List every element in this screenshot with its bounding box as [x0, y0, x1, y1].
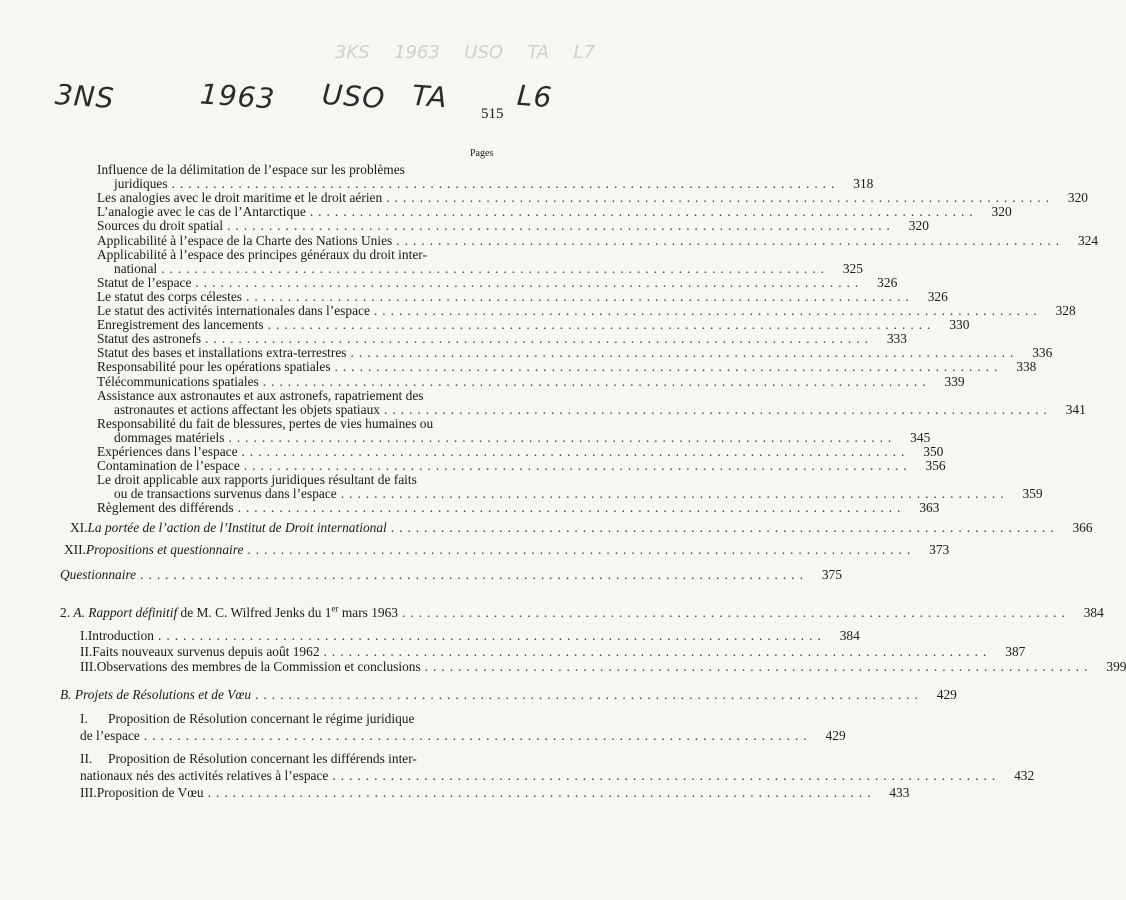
- toc-entry-title: de l’espace: [80, 728, 140, 743]
- toc-page: 338: [1016, 359, 1037, 375]
- toc-page: 359: [1022, 486, 1043, 502]
- toc-entry-title: Règlement des différends: [97, 500, 234, 516]
- toc-page: 318: [853, 176, 874, 192]
- leader-dots: ................................................................................: [262, 373, 931, 389]
- toc-entry-title: Le statut des activités internationales dans l’espace: [97, 303, 370, 318]
- toc-entry-title: nationaux nés des activités relatives à l’espace: [80, 768, 329, 783]
- toc-entry: [97, 444, 944, 459]
- page-number: 515: [481, 106, 504, 122]
- leader-dots: ................................................................................: [228, 429, 897, 445]
- leader-dots: ................................................................................: [255, 687, 923, 702]
- toc-entry-number: II.: [80, 751, 93, 766]
- toc-section-title: Propositions et questionnaire: [85, 542, 244, 557]
- toc-section-number: XI.: [70, 520, 88, 535]
- leader-dots: ................................................................................: [386, 190, 1054, 206]
- toc-entry: [97, 163, 530, 177]
- toc-entry-title: astronautes et actions affectant les objets spatiaux: [114, 401, 380, 417]
- toc-entry: [114, 176, 874, 192]
- toc-report-title: Rapport définitif: [88, 605, 178, 620]
- toc-entry-number: I.: [80, 711, 88, 726]
- leader-dots: ................................................................................: [267, 317, 936, 333]
- leader-dots: ................................................................................: [396, 232, 1065, 248]
- leader-dots: ................................................................................: [195, 274, 864, 290]
- toc-entry-title: Contamination de l’espace: [97, 458, 240, 474]
- toc-entry-title: Applicabilité à l’espace des principes généraux du droit inter-: [97, 246, 427, 262]
- handwriting-faint: [335, 42, 595, 63]
- leader-dots: ................................................................................: [227, 218, 895, 234]
- toc-entry: [97, 248, 530, 262]
- toc-entry-title: Assistance aux astronautes et aux astronefs, rapatriement des: [97, 387, 424, 403]
- leader-dots: ................................................................................: [158, 628, 826, 643]
- toc-entry-title: Télécommunications spatiales: [97, 373, 259, 389]
- leader-dots: ................................................................................: [390, 520, 1059, 535]
- toc-entry: [80, 659, 1126, 674]
- leader-dots: ................................................................................: [373, 303, 1042, 318]
- toc-page: 433: [889, 785, 910, 800]
- toc-entry: [97, 190, 1088, 206]
- toc-entry: [97, 473, 530, 487]
- handwriting-5: L6: [515, 78, 554, 115]
- toc-report-a: [60, 603, 1104, 620]
- toc-page: 320: [908, 218, 929, 234]
- toc-entry: [97, 417, 530, 431]
- toc-page: 339: [944, 373, 965, 389]
- toc-entry: [80, 768, 1035, 783]
- toc-report-sup: er: [331, 603, 339, 614]
- leader-dots: ................................................................................: [243, 458, 912, 474]
- toc-entry: [114, 429, 931, 445]
- leader-dots: ................................................................................: [171, 176, 840, 192]
- toc-page: 350: [923, 444, 944, 459]
- toc-page: 341: [1065, 401, 1086, 417]
- toc-entry: [97, 345, 1053, 361]
- toc-page: 320: [1067, 190, 1088, 206]
- toc-entry: [80, 712, 530, 726]
- toc-page: 366: [1072, 520, 1093, 535]
- toc-entry: [97, 218, 929, 234]
- toc-entry: [97, 458, 946, 474]
- toc-entry-number: III.: [80, 659, 97, 674]
- toc-entry: [80, 728, 846, 743]
- toc-page: 326: [927, 288, 948, 304]
- toc-page: 384: [1083, 605, 1104, 620]
- toc-entry-title: Les analogies avec le droit maritime et le droit aérien: [97, 190, 383, 206]
- toc-entry-title: Influence de la délimitation de l’espace sur les problèmes: [97, 162, 405, 177]
- toc-entry-title: Statut des astronefs: [97, 331, 202, 347]
- toc-entry: [97, 389, 530, 403]
- toc-entry-title: Enregistrement des lancements: [97, 317, 264, 333]
- leader-dots: ................................................................................: [350, 345, 1019, 361]
- toc-entry: [114, 401, 1086, 417]
- toc-entry: [97, 373, 965, 389]
- toc-entry-title: national: [114, 260, 158, 276]
- toc-entry-title: Statut de l’espace: [97, 274, 192, 290]
- toc-entry: [97, 359, 1037, 375]
- leader-dots: ................................................................................: [247, 542, 916, 557]
- toc-page: 387: [1005, 643, 1026, 659]
- toc-questionnaire-title: Questionnaire: [60, 567, 137, 582]
- leader-dots: ................................................................................: [143, 728, 812, 743]
- toc-entry-title: Le statut des corps célestes: [97, 288, 243, 304]
- handwriting-faint-4: TA: [527, 42, 550, 63]
- toc-entry-title: Responsabilité pour les opérations spatiales: [97, 359, 331, 375]
- toc-section-b-letter: B.: [60, 687, 72, 702]
- toc-entry: [97, 204, 1012, 220]
- toc-entry-title: Statut des bases et installations extra-terrestres: [97, 345, 347, 361]
- toc-entry: [97, 500, 940, 516]
- toc-page: 356: [925, 458, 946, 474]
- handwriting-faint-5: L7: [573, 42, 595, 63]
- leader-dots: ................................................................................: [309, 204, 978, 220]
- toc-entry-number: III.: [80, 785, 97, 800]
- toc-entry-title: juridiques: [114, 176, 168, 192]
- leader-dots: ................................................................................: [332, 768, 1001, 783]
- toc-entry-title: Proposition de Vœu: [96, 785, 204, 800]
- toc-section-number: XII.: [64, 542, 86, 557]
- toc-entry: [97, 303, 1076, 318]
- leader-dots: ................................................................................: [402, 605, 1070, 620]
- toc-section-title: La portée de l’action de l’Institut de Droit international: [87, 520, 387, 535]
- leader-dots: ................................................................................: [334, 359, 1003, 375]
- toc-page: 429: [936, 687, 957, 702]
- toc-entry: [97, 288, 948, 304]
- toc-page: 326: [877, 274, 898, 290]
- toc-page: 429: [825, 728, 846, 743]
- toc-entry-title: Applicabilité à l’espace de la Charte des Nations Unies: [97, 232, 393, 248]
- toc-entry: [97, 232, 1099, 248]
- toc-entry-number: II.: [80, 643, 93, 659]
- toc-entry-title: Proposition de Résolution concernant le régime juridique: [108, 711, 415, 726]
- toc-entry: [114, 260, 863, 276]
- toc-entry-title: L’analogie avec le cas de l’Antarctique: [97, 204, 306, 220]
- toc-entry-title: Responsabilité du fait de blessures, pertes de vies humaines ou: [97, 415, 434, 431]
- pages-column-header: Pages: [470, 148, 494, 159]
- toc-page: 399: [1106, 659, 1126, 674]
- toc-section-b: [60, 687, 957, 702]
- toc-entry: [80, 643, 1026, 659]
- toc-entry-number: I.: [80, 628, 88, 643]
- toc-report-rest: de M. C. Wilfred Jenks du 1: [177, 605, 332, 620]
- toc-report-date: mars 1963: [338, 605, 399, 620]
- handwriting-faint-3: USO: [464, 42, 504, 63]
- toc-entry-title: Observations des membres de la Commission et conclusions: [96, 659, 421, 674]
- toc-entry-title: ou de transactions survenus dans l’espace: [114, 486, 337, 502]
- toc-entry: [97, 317, 970, 333]
- toc-section-xi: [70, 520, 1093, 535]
- toc-entry: [80, 628, 860, 643]
- leader-dots: ................................................................................: [424, 659, 1093, 674]
- leader-dots: ................................................................................: [237, 500, 906, 516]
- leader-dots: ................................................................................: [241, 444, 910, 459]
- toc-section-b-title: Projets de Résolutions et de Vœu: [74, 687, 252, 702]
- toc-page: 333: [886, 331, 907, 347]
- toc-entry-title: Introduction: [87, 628, 155, 643]
- handwriting-3: USO: [320, 77, 387, 116]
- toc-entry-title: Expériences dans l’espace: [97, 444, 238, 459]
- toc-entry: [97, 331, 907, 347]
- leader-dots: ................................................................................: [340, 486, 1009, 502]
- toc-entry: [80, 785, 910, 800]
- toc-entry-title: Sources du droit spatial: [97, 218, 224, 234]
- toc-entry: [114, 486, 1043, 502]
- leader-dots: ................................................................................: [161, 260, 829, 276]
- toc-page: 375: [821, 567, 842, 582]
- handwriting-faint-2: 1963: [394, 42, 440, 63]
- toc-page: 325: [842, 260, 863, 276]
- leader-dots: ................................................................................: [246, 288, 914, 304]
- toc-entry-title: Le droit applicable aux rapports juridiques résultant de faits: [97, 472, 417, 488]
- toc-page: 384: [839, 628, 860, 643]
- toc-report-heading: [60, 603, 399, 620]
- toc-entry: [97, 274, 898, 290]
- toc-page: 328: [1055, 303, 1076, 318]
- toc-report-prefix: 2.: [60, 605, 74, 620]
- toc-entry-title: Proposition de Résolution concernant les différends inter-: [108, 751, 417, 766]
- handwriting-1: 3NS: [53, 77, 116, 116]
- handwriting-4: TA: [410, 78, 449, 115]
- leader-dots: ................................................................................: [205, 331, 873, 347]
- handwriting-2: 1963: [198, 77, 277, 116]
- toc-entry-title: dommages matériels: [114, 429, 225, 445]
- toc-page: 324: [1077, 232, 1099, 248]
- leader-dots: ................................................................................: [140, 567, 808, 582]
- toc-questionnaire: [60, 567, 842, 582]
- handwriting-faint-1: 3KS: [335, 42, 370, 63]
- toc-page: 373: [929, 542, 950, 557]
- toc-section-xii: [64, 542, 950, 557]
- leader-dots: ................................................................................: [323, 643, 992, 659]
- toc-page: 432: [1014, 768, 1035, 783]
- leader-dots: ................................................................................: [384, 401, 1052, 417]
- toc-page: 330: [949, 317, 970, 333]
- toc-page: 336: [1032, 345, 1053, 361]
- toc-entry-title: Faits nouveaux survenus depuis août 1962: [92, 643, 320, 659]
- toc-entry: [80, 752, 530, 766]
- toc-page: 345: [910, 429, 931, 445]
- toc-report-letter: A.: [73, 605, 85, 620]
- toc-section-b-heading: [60, 688, 251, 702]
- leader-dots: ................................................................................: [207, 785, 876, 800]
- toc-page: 363: [919, 500, 940, 516]
- toc-page: 320: [991, 204, 1012, 220]
